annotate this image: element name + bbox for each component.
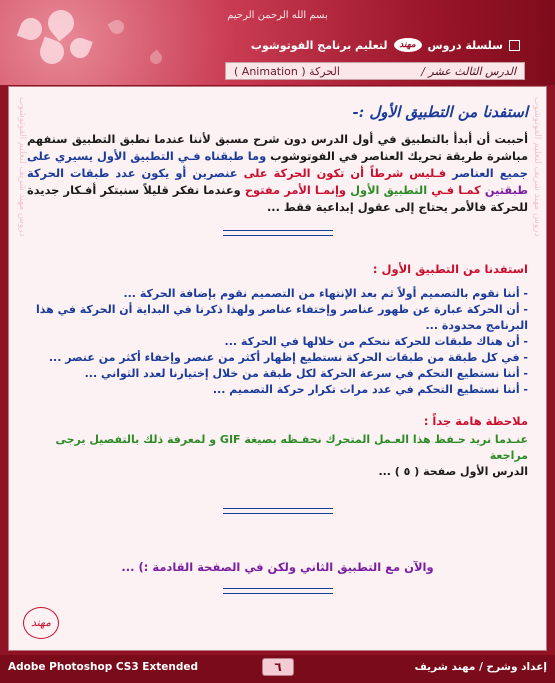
watermark-right: دروس مهند شريف لتعليم الفوتوشوب (532, 97, 542, 237)
paragraph-segment: أحببت أن أبدأ بالتطبيق في أول الدرس دون شرح مسبق لأننا عندما نطبق التطبيق سنفهم مباشرة طريقة تحريك العناصر في الفوتوشوب (27, 132, 528, 163)
checkbox-icon (509, 40, 520, 51)
footer-software: Adobe Photoshop CS3 Extended (8, 661, 199, 673)
watermark-left: دروس مهند شريف لتعليم الفوتوشوب (17, 97, 27, 237)
series-title-text: سلسلة دروس (427, 38, 503, 52)
author-logo: مهند (394, 38, 422, 52)
basmala: بسم الله الرحمن الرحيم (227, 10, 328, 21)
page-number: ٦ (262, 658, 294, 676)
content-body (27, 87, 528, 650)
section1-paragraph (27, 131, 528, 216)
paragraph-segment: فـليس شرطاً أن تكون الحركة على (237, 166, 447, 180)
section2-heading: استفدنا من التطبيق الأول : (372, 262, 528, 276)
lesson-bar (225, 62, 525, 80)
section1-heading: استفدنا من التطبيق الأول :- (352, 103, 528, 121)
list-item: - أننا نقوم بالتصميم أولاً ثم بعد الإنتهاء من التصميم نقوم بإضافة الحركة ... (123, 287, 528, 300)
lesson-number: الدرس الثالث عشر / (421, 64, 516, 78)
note-text-black: الدرس الأول صفحة ( ٥ ) ... (378, 465, 528, 478)
footer (0, 655, 555, 683)
note-text-green: عنـدما نريد حـفظ هذا العـمل المتحرك نحفـظه بصيغة GIF و لمعرفة ذلك بالتفصيل يرجى مراجعة (55, 433, 528, 462)
note-heading: ملاحظة هامة جداً : (423, 414, 528, 428)
section2-list (27, 286, 528, 398)
signature-logo: مهند (23, 607, 59, 639)
paragraph-segment: وعندما نفكر قليلاً سنبتكر أفـكار جديدة للحركة فالأمر يحتاج إلى عقول إبداعية فقط ... (27, 183, 528, 214)
paragraph-segment: كمـا فـي (427, 183, 481, 197)
lesson-topic: الحركة ( Animation ) (234, 64, 340, 78)
list-item: - أننا نستطيع التحكم في عدد مرات تكرار حركة التصميم ... (212, 383, 528, 396)
list-item: - أن هناك طبقات للحركة نتحكم من خلالها في الحركة ... (224, 335, 528, 348)
paragraph-segment: التطبيق الأول (345, 183, 428, 197)
flower-petal-icon (148, 50, 165, 67)
content-panel (8, 86, 547, 651)
flower-petal-icon (67, 35, 93, 61)
series-subtitle: لتعليم برنامج الفوتوشوب (250, 38, 388, 52)
footer-author: إعداد وشرح / مهند شريف (414, 661, 547, 673)
list-item: - أننا نستطيع التحكم في سرعة الحركة لكل طبقة من خلال إختيارنا لعدد الثواني ... (84, 367, 528, 380)
list-item: - أن الحركة عبارة عن ظهور عناصر وإختفاء عناصر ولهذا ذكرنا في البداية أن الحركة في هذا البرنامج محدودة ... (35, 303, 528, 332)
paragraph-segment: وإنمـا الأمر مفتوح (240, 183, 346, 197)
divider (223, 588, 333, 594)
note-text (27, 432, 528, 480)
flower-petal-icon (37, 37, 68, 68)
paragraph-segment: وما طبقناه فـي التطبيق الأول يسيري على جميع العناصر (27, 149, 528, 180)
divider (223, 230, 333, 236)
series-title (251, 38, 520, 52)
paragraph-segment: عنصرين أو يكون عدد طبقات الحركة (27, 166, 238, 180)
paragraph-segment: طبقتين (480, 183, 528, 197)
closing-line: والآن مع التطبيق الثاني ولكن في الصفحة القادمة :) ... (121, 560, 434, 574)
list-item: - في كل طبقة من طبقات الحركة نستطيع إظهار أكثر من عنصر وإخفاء أكثر من عنصر ... (48, 351, 528, 364)
divider (223, 508, 333, 514)
header-banner (0, 0, 555, 85)
